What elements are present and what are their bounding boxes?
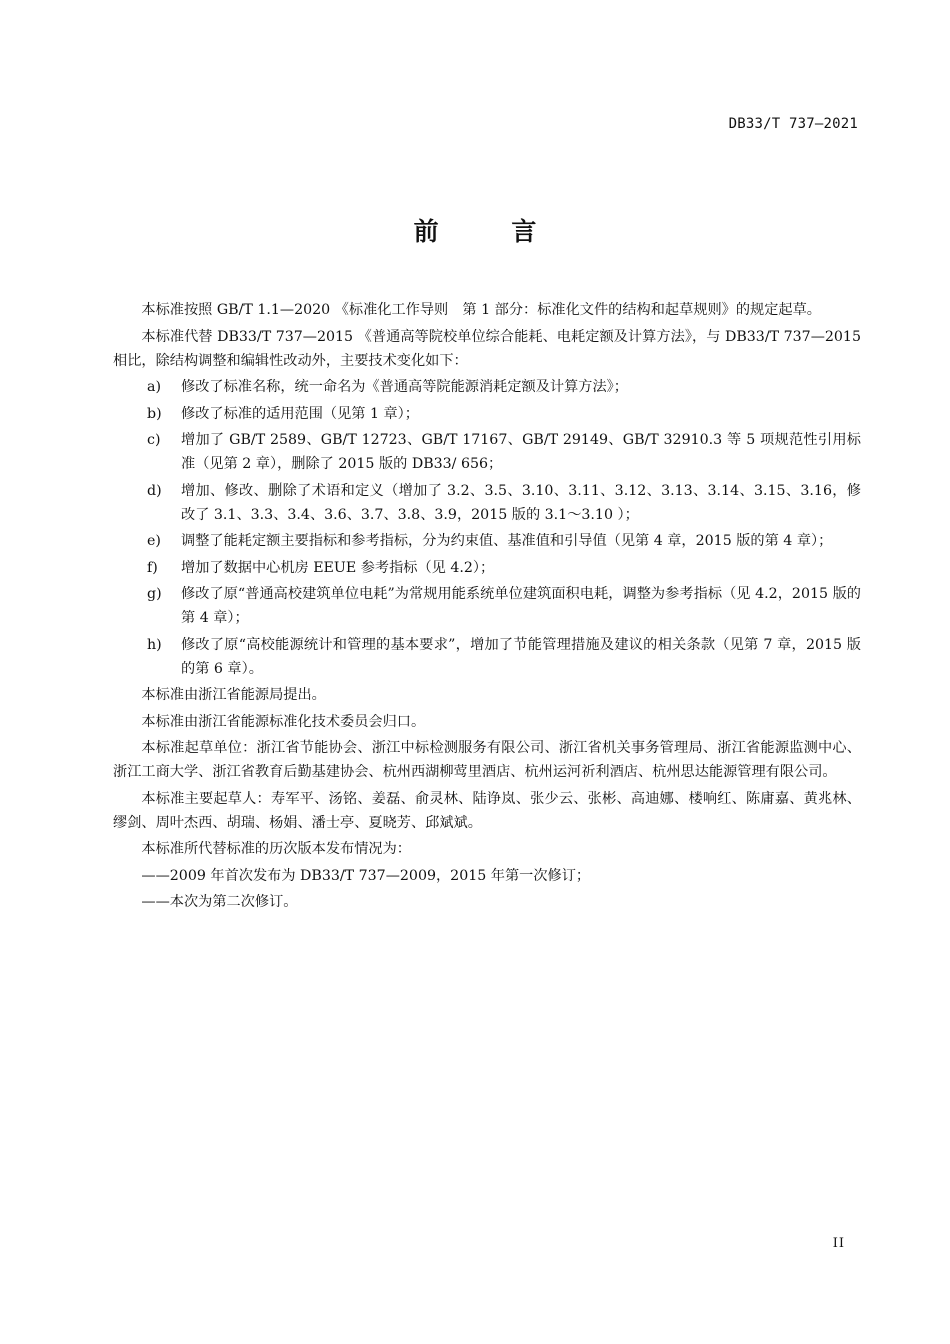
paragraph-history-intro: 本标准所代替标准的历次版本发布情况为： [141, 841, 411, 857]
paragraph-centralized-by: 本标准由浙江省能源标准化技术委员会归口。 [141, 713, 426, 730]
list-text: 修改了原“普通高校建筑单位电耗”为常规用能系统单位建筑面积电耗，调整为参考指标（见 4.2，2015 版的第 4 章）； [181, 586, 861, 626]
paragraph-replacement: 本标准代替 DB33/T 737—2015 《普通高等院校单位综合能耗、电耗定额及计算方法》，与 DB33/T 737—2015 相比，除结构调整和编辑性改动外，主要技术变化如下： [113, 328, 861, 369]
list-marker: c) [147, 432, 161, 448]
list-text: 增加了数据中心机房 EEUE 参考指标（见 4.2）； [181, 559, 495, 576]
list-marker: e) [147, 533, 161, 549]
foreword-body [113, 298, 861, 917]
paragraph-drafting-rules: 本标准按照 GB/T 1.1—2020 《标准化工作导则 第 1 部分：标准化文件的结构和起草规则》的规定起草。 [141, 302, 821, 318]
list-marker: a) [147, 379, 161, 395]
list-marker: d) [147, 482, 162, 499]
list-text: 调整了能耗定额主要指标和参考指标，分为约束值、基准值和引导值（见第 4 章，2015 版的第 4 章）； [181, 533, 833, 549]
paragraph-drafters: 本标准主要起草人：寿军平、汤铭、姜磊、俞灵林、陆诤岚、张少云、张彬、高迪娜、楼响红、陈庸嘉、黄兆林、缪剑、周叶杰西、胡瑞、杨娟、潘士亭、夏晓芳、邱斌斌。 [113, 790, 861, 831]
list-text: 增加了 GB/T 2589、GB/T 12723、GB/T 17167、GB/T 29149、GB/T 32910.3 等 5 项规范性引用标准（见第 2 章），删除了 2015 版的 DB33/ 656； [181, 432, 861, 472]
list-marker: b) [147, 405, 162, 422]
list-marker: h) [147, 636, 162, 653]
list-item [113, 479, 861, 527]
list-text: 增加、修改、删除了术语和定义（增加了 3.2、3.5、3.10、3.11、3.12、3.13、3.14、3.15、3.16，修改了 3.1、3.3、3.4、3.6、3.7、3.8、3.9，2015 版的 3.1～3.10 ）； [181, 482, 861, 523]
list-item [113, 428, 861, 476]
list-text: 修改了标准的适用范围（见第 1 章）； [181, 405, 419, 422]
list-item [113, 582, 861, 630]
list-marker: f) [147, 559, 158, 576]
list-item [113, 556, 861, 580]
changes-list [113, 375, 861, 681]
list-item [113, 402, 861, 426]
history-item: ——本次为第二次修订。 [141, 894, 298, 910]
paragraph-drafting-units: 本标准起草单位：浙江省节能协会、浙江中标检测服务有限公司、浙江省机关事务管理局、浙江省能源监测中心、浙江工商大学、浙江省教育后勤基建协会、杭州西湖柳莺里酒店、杭州运河祈利酒店、杭州思达能源管理有限公司。 [113, 740, 861, 780]
page-number: II [832, 1236, 845, 1251]
paragraph-proposer: 本标准由浙江省能源局提出。 [141, 687, 326, 703]
list-text: 修改了原“高校能源统计和管理的基本要求”，增加了节能管理措施及建议的相关条款（见第 7 章，2015 版的第 6 章）。 [181, 636, 861, 677]
history-item: ——2009 年首次发布为 DB33/T 737—2009，2015 年第一次修订； [141, 867, 591, 884]
list-text: 修改了标准名称，统一命名为《普通高等院能源消耗定额及计算方法》； [181, 379, 628, 395]
list-marker: g) [147, 586, 162, 602]
standard-number: DB33/T 737—2021 [728, 116, 858, 132]
list-item [113, 633, 861, 681]
list-item [113, 375, 861, 399]
list-item [113, 529, 861, 553]
page-title: 前 言 [413, 217, 569, 246]
